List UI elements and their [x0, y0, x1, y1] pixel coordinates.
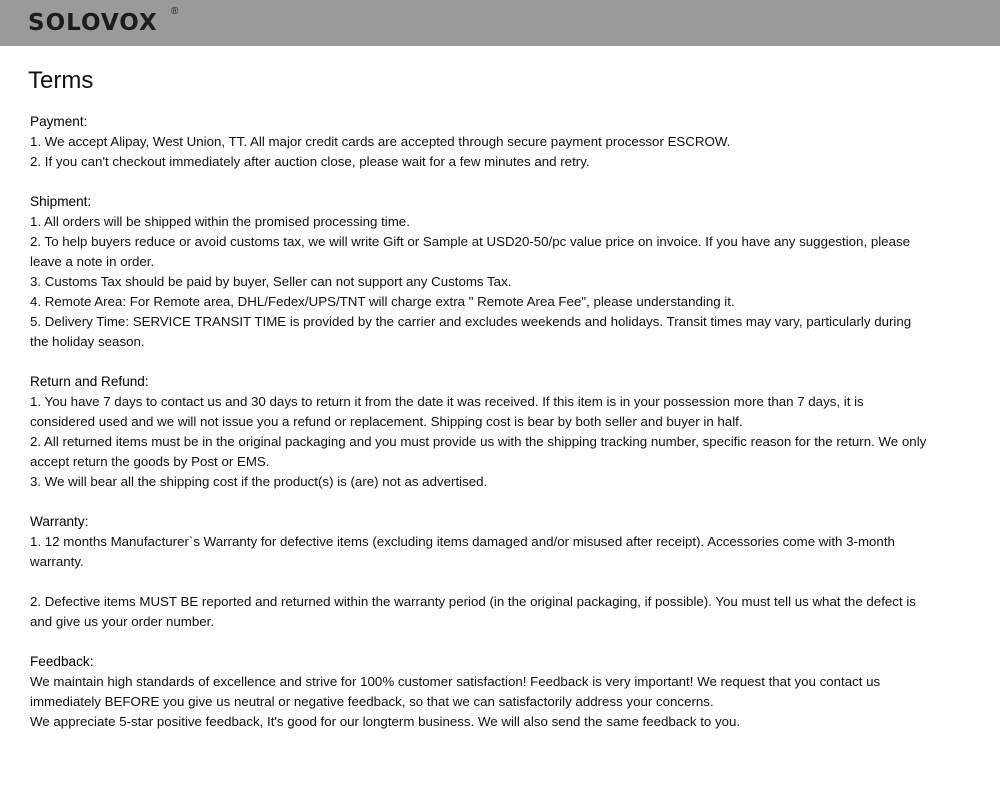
warranty-line: and give us your order number. [30, 614, 215, 629]
header-bar [0, 0, 1000, 46]
return-refund-line: 3. We will bear all the shipping cost if the product(s) is (are) not as advertised. [30, 474, 488, 489]
return-refund-line: 1. You have 7 days to contact us and 30 days to return it from the date it was received. If this item is in your possession more than 7 days, it is [30, 394, 864, 409]
feedback-line: immediately BEFORE you give us neutral or negative feedback, so that we can satisfactorily address your concerns. [30, 694, 714, 709]
shipment-line: 5. Delivery Time: SERVICE TRANSIT TIME is provided by the carrier and excludes weekends and holidays. Transit times may vary, particularly during [30, 314, 912, 329]
terms-content [30, 112, 1000, 752]
warranty-section [30, 512, 1000, 632]
registered-mark: ® [171, 6, 179, 17]
shipment-line: 2. To help buyers reduce or avoid customs tax, we will write Gift or Sample at USD20-50/pc value price on invoice. If you have any suggestion, please [30, 234, 911, 249]
return-refund-line: accept return the goods by Post or EMS. [30, 454, 270, 469]
shipment-line: leave a note in order. [30, 254, 155, 269]
feedback-section [30, 652, 1000, 732]
warranty-line: 1. 12 months Manufacturer`s Warranty for defective items (excluding items damaged and/or misused after receipt). Accessories come with 3-month [30, 534, 895, 549]
return-refund-line: 2. All returned items must be in the original packaging and you must provide us with the shipping tracking number, specific reason for the return. We only [30, 434, 927, 449]
warranty-line: warranty. [30, 554, 84, 569]
payment-line: 1. We accept Alipay, West Union, TT. All major credit cards are accepted through secure payment processor ESCROW. [30, 134, 731, 149]
return-refund-line: considered used and we will not issue you a refund or replacement. Shipping cost is bear by both seller and buyer in half. [30, 414, 743, 429]
brand-logo: SOLOVOX [28, 10, 158, 36]
warranty-heading: Warranty: [30, 514, 89, 529]
warranty-line: 2. Defective items MUST BE reported and returned within the warranty period (in the original packaging, if possible). You must tell us what the defect is [30, 594, 916, 609]
warranty-spacer [30, 572, 1000, 592]
return-refund-section [30, 372, 1000, 492]
return-refund-heading: Return and Refund: [30, 374, 149, 389]
shipment-heading: Shipment: [30, 194, 92, 209]
feedback-line: We appreciate 5-star positive feedback, It's good for our longterm business. We will also send the same feedback to you. [30, 714, 741, 729]
shipment-line: the holiday season. [30, 334, 145, 349]
payment-section [30, 112, 1000, 172]
payment-line: 2. If you can't checkout immediately after auction close, please wait for a few minutes and retry. [30, 154, 590, 169]
payment-heading: Payment: [30, 114, 88, 129]
shipment-line: 3. Customs Tax should be paid by buyer, Seller can not support any Customs Tax. [30, 274, 512, 289]
shipment-section [30, 192, 1000, 352]
shipment-line: 4. Remote Area: For Remote area, DHL/Fedex/UPS/TNT will charge extra " Remote Area Fee", please understanding it. [30, 294, 735, 309]
feedback-heading: Feedback: [30, 654, 94, 669]
shipment-line: 1. All orders will be shipped within the promised processing time. [30, 214, 410, 229]
feedback-line: We maintain high standards of excellence and strive for 100% customer satisfaction! Feedback is very important! We request that you contact us [30, 674, 881, 689]
page-title: Terms [28, 67, 94, 94]
